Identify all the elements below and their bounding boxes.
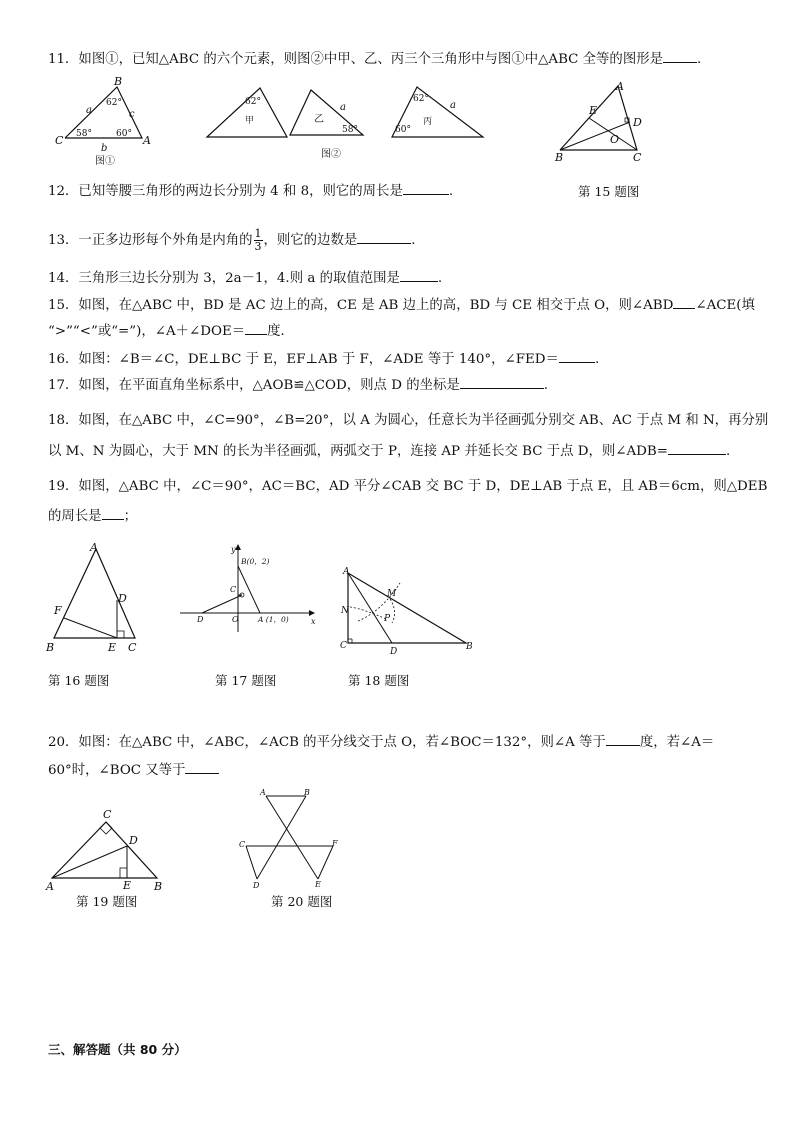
svg-text:A: A xyxy=(90,541,98,554)
svg-text:P: P xyxy=(384,614,391,624)
vertex-c-label: C xyxy=(55,134,64,147)
svg-text:N: N xyxy=(341,606,349,616)
svg-text:A (1，0): A (1，0) xyxy=(258,615,289,624)
svg-text:58°: 58° xyxy=(342,125,358,135)
svg-text:B: B xyxy=(466,642,473,652)
figure-16 xyxy=(42,538,147,658)
svg-text:C: C xyxy=(340,641,347,651)
svg-text:C: C xyxy=(103,808,112,821)
svg-text:A: A xyxy=(46,880,54,893)
figure-11-triangle-abc xyxy=(55,75,165,170)
svg-text:62°: 62° xyxy=(245,97,261,107)
svg-text:D: D xyxy=(390,647,398,657)
svg-text:x: x xyxy=(311,617,316,626)
svg-text:E: E xyxy=(123,879,132,892)
question-20-line-2: 60°时，∠BOC 又等于 xyxy=(48,759,219,781)
svg-text:O: O xyxy=(232,615,239,624)
svg-text:y: y xyxy=(231,545,236,554)
svg-text:C: C xyxy=(230,585,237,594)
vertex-a-label: A xyxy=(143,134,151,147)
svg-text:D: D xyxy=(129,834,138,847)
fig18-caption: 第 18 题图 xyxy=(348,673,410,688)
svg-text:B(0，2): B(0，2) xyxy=(241,557,270,566)
side-c-label: c xyxy=(129,109,135,120)
fig15-label-e: E xyxy=(589,104,598,117)
fig15-caption: 第 15 题图 xyxy=(578,184,640,199)
fig16-caption: 第 16 题图 xyxy=(48,673,110,688)
triangle-yi-label: 乙 xyxy=(314,114,324,125)
triangle-bing-label: 丙 xyxy=(423,117,433,127)
fig17-caption: 第 17 题图 xyxy=(215,673,277,688)
side-a-label: a xyxy=(86,105,92,116)
question-15-line-2: “>”“<”或“=”)，∠A＋∠DOE＝ 度． xyxy=(48,320,294,342)
fig15-label-a: A xyxy=(616,80,624,93)
section-3-heading: 三、解答题（共 80 分） xyxy=(48,1042,187,1057)
svg-text:F: F xyxy=(332,839,338,848)
figure-1-caption: 图① xyxy=(95,156,115,167)
question-18-line-2: 以 M、N 为圆心，大于 MN 的长为半径画弧，两弧交于 P，连接 AP 并延长交 BC 于点 D，则∠ADB= . xyxy=(48,440,730,462)
fig19-caption: 第 19 题图 xyxy=(76,894,138,909)
svg-text:D: D xyxy=(197,615,204,624)
svg-text:C: C xyxy=(128,641,137,654)
angle-c-label: 58° xyxy=(76,129,92,139)
figure-15 xyxy=(555,80,650,165)
vertex-b-label: B xyxy=(114,75,123,88)
side-b-label: b xyxy=(101,143,108,154)
svg-text:A: A xyxy=(343,567,350,577)
svg-text:M: M xyxy=(387,589,397,599)
question-19-line-1: 19．如图，△ABC 中，∠C＝90°，AC＝BC，AD 平分∠CAB 交 BC 于 D，DE⊥AB 于点 E，且 AB＝6cm，则△DEB xyxy=(48,479,768,494)
svg-text:D: D xyxy=(118,592,127,605)
svg-text:a: a xyxy=(450,100,456,111)
question-16: 16．如图：∠B＝∠C，DE⊥BC 于 E，EF⊥AB 于 F，∠ADE 等于 140°，∠FED＝ . xyxy=(48,348,599,370)
question-17: 17．如图，在平面直角坐标系中，△AOB≌△COD，则点 D 的坐标是 . xyxy=(48,374,548,396)
angle-a-label: 60° xyxy=(116,129,132,139)
svg-text:B: B xyxy=(154,880,163,893)
fig15-label-c: C xyxy=(633,151,642,164)
svg-text:A: A xyxy=(260,788,266,797)
figure-11-three-triangles xyxy=(205,80,490,160)
fig15-label-o: O xyxy=(610,133,620,146)
svg-text:B: B xyxy=(46,641,55,654)
fig15-label-d: D xyxy=(633,116,642,129)
figure-2-caption: 图② xyxy=(321,149,341,160)
question-14: 14．三角形三边长分别为 3，2a－1，4.则 a 的取值范围是 . xyxy=(48,267,442,289)
svg-text:E: E xyxy=(315,880,321,889)
question-11: 11．如图①，已知△ABC 的六个元素，则图②中甲、乙、丙三个三角形中与图①中△ABC 全等的图形是 . xyxy=(48,48,701,70)
question-19-line-2: 的周长是 ； xyxy=(48,505,137,527)
question-15-line-1: 15．如图，在△ABC 中，BD 是 AC 边上的高，CE 是 AB 边上的高，BD 与 CE 相交于点 O，则∠ABD ∠ACE(填 xyxy=(48,294,755,316)
question-12: 12．已知等腰三角形的两边长分别为 4 和 8，则它的周长是 . xyxy=(48,180,453,202)
figure-19 xyxy=(44,808,169,893)
question-18-line-1: 18．如图，在△ABC 中，∠C=90°，∠B=20°，以 A 为圆心，任意长为半径画弧分别交 AB、AC 于点 M 和 N，再分别 xyxy=(48,413,769,428)
question-13: 13．一正多边形每个外角是内角的 $\frac{1}{3}$ ，则它的边数是 . xyxy=(48,227,416,253)
svg-text:60°: 60° xyxy=(395,125,411,135)
figure-18 xyxy=(338,563,478,658)
fig15-label-b: B xyxy=(555,151,564,164)
svg-text:F: F xyxy=(54,604,62,617)
triangle-jia-label: 甲 xyxy=(245,116,255,126)
fig20-caption: 第 20 题图 xyxy=(271,894,333,909)
figure-17 xyxy=(178,540,318,635)
svg-text:B: B xyxy=(304,788,310,797)
svg-text:C: C xyxy=(239,840,246,849)
question-20-line-1: 20．如图：在△ABC 中，∠ABC，∠ACB 的平分线交于点 O，若∠BOC＝132°，则∠A 等于 度，若∠A＝ xyxy=(48,731,714,753)
svg-text:E: E xyxy=(108,641,117,654)
svg-text:a: a xyxy=(340,102,346,113)
svg-text:62°: 62° xyxy=(413,94,429,104)
svg-text:D: D xyxy=(253,881,260,890)
angle-b-label: 62° xyxy=(106,98,122,108)
figure-20 xyxy=(238,784,343,892)
